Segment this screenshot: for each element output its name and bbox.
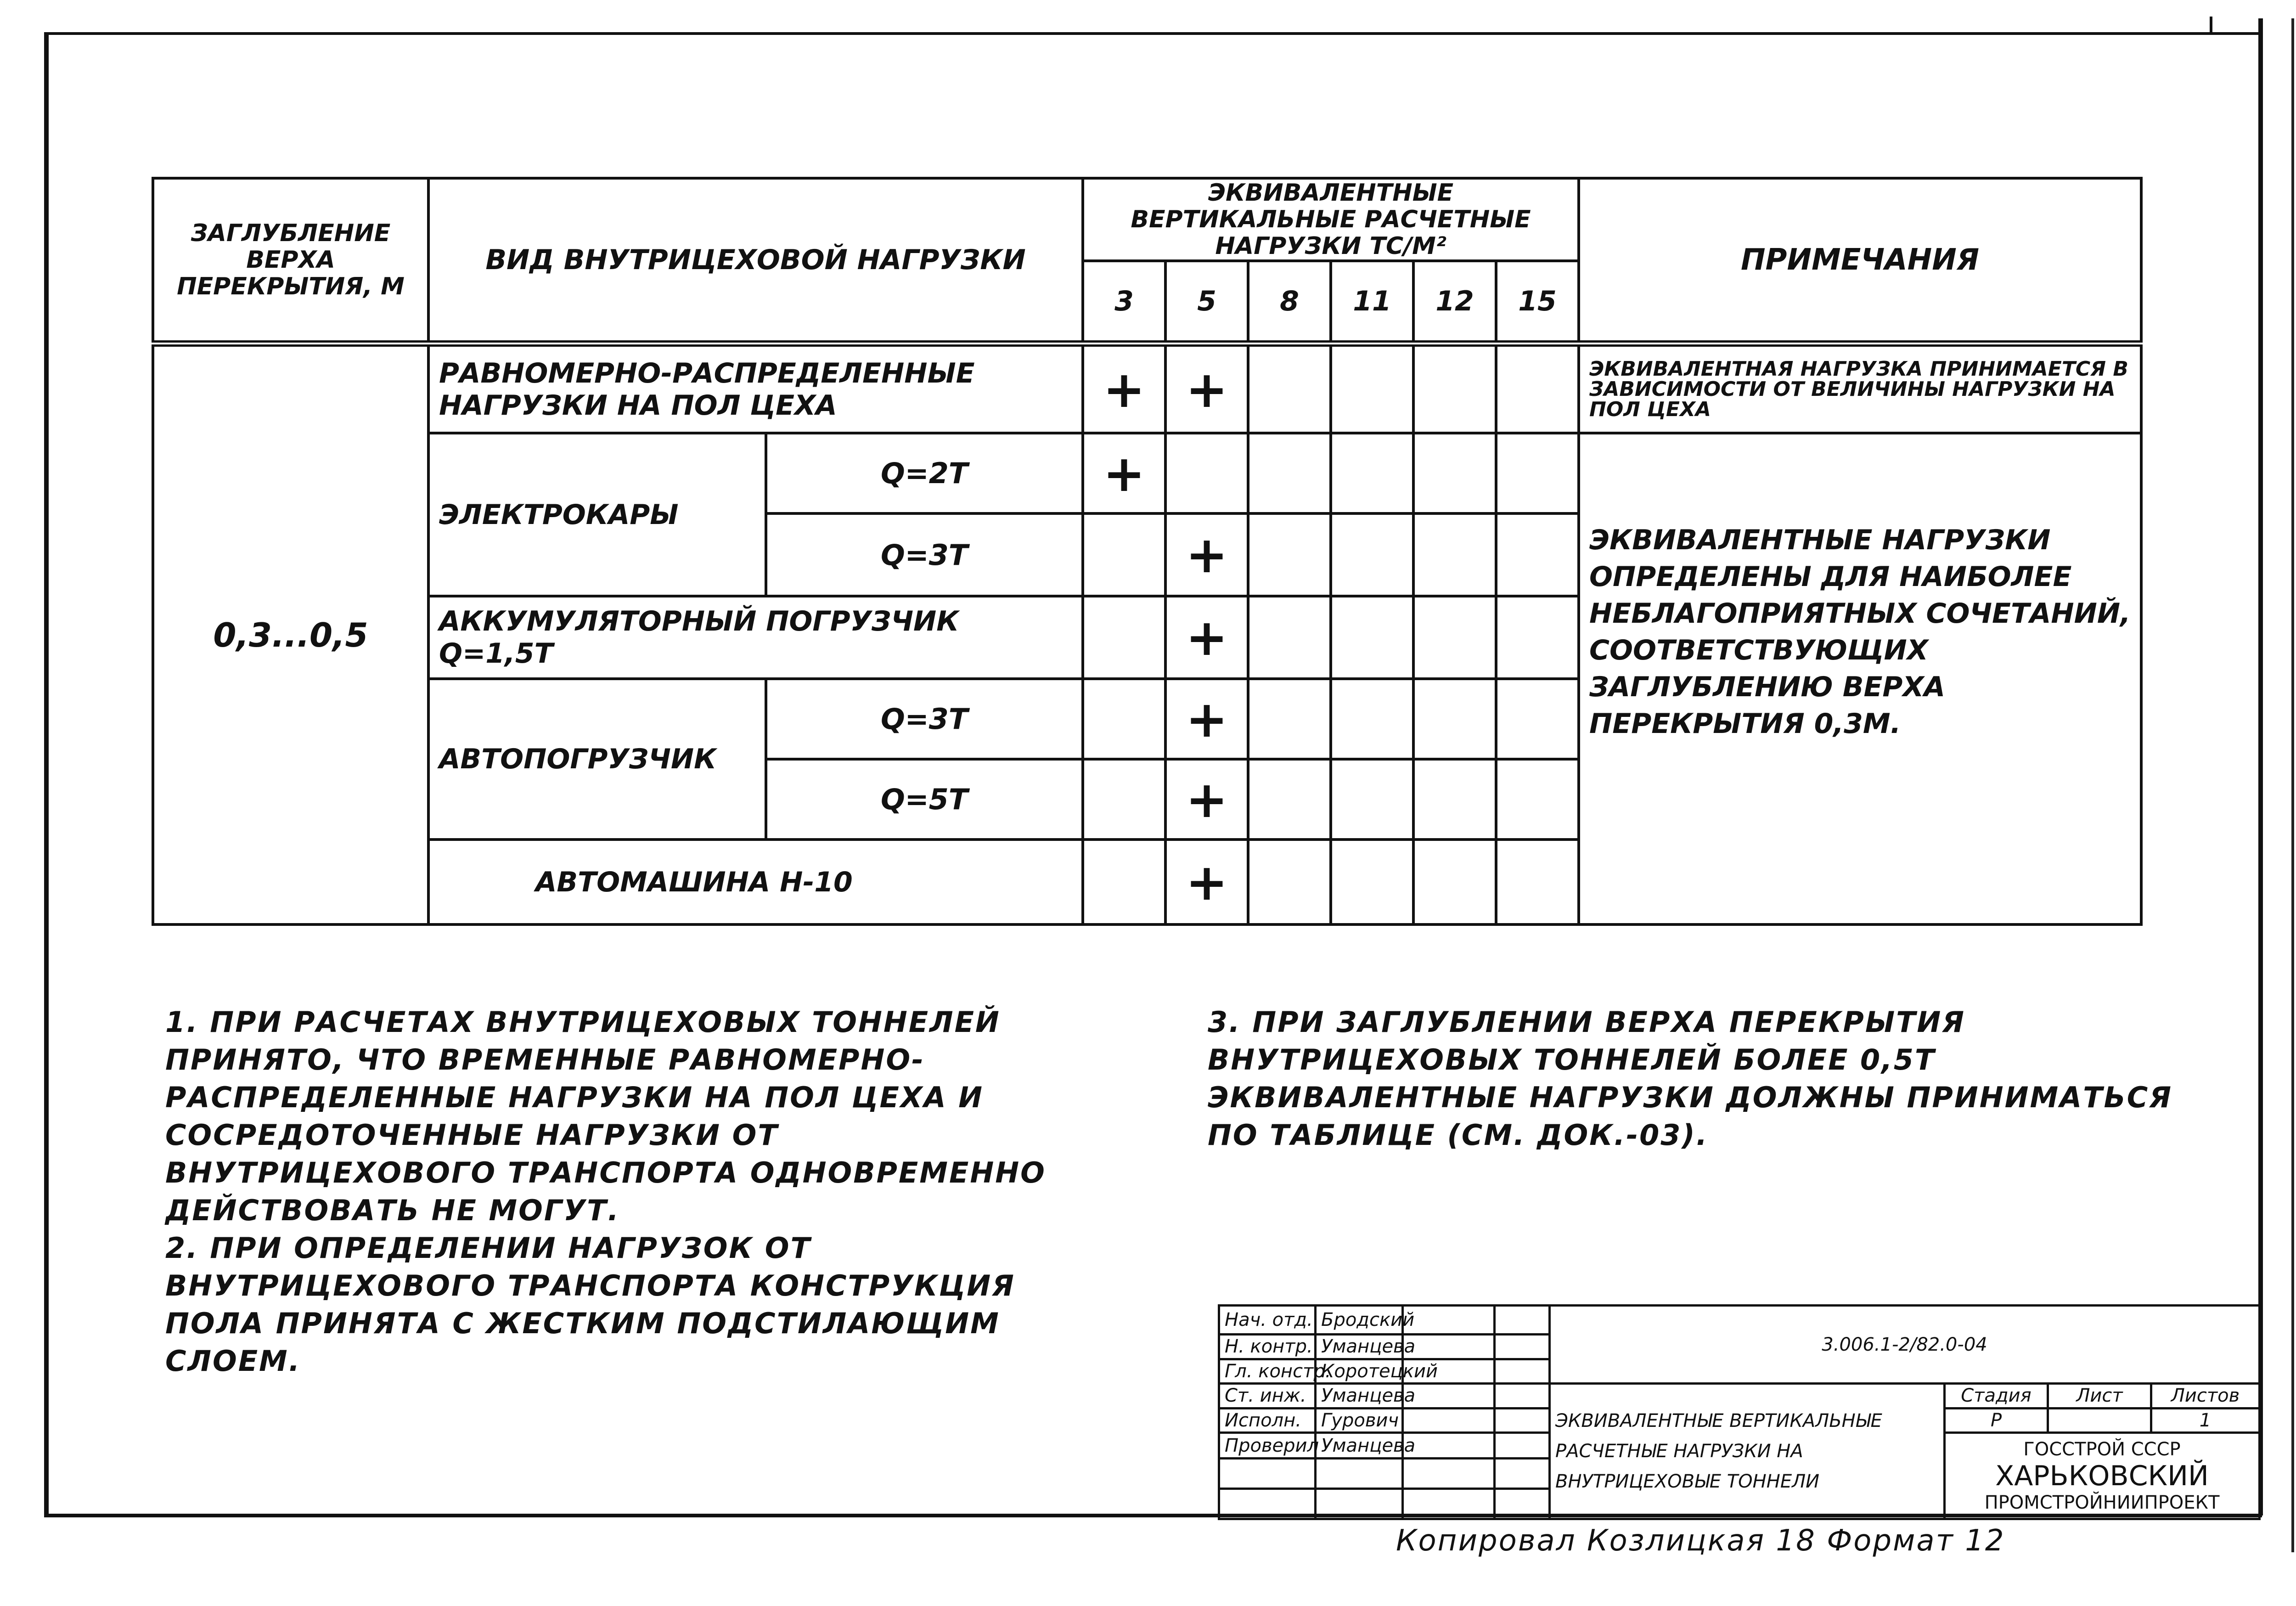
row-electrocar-label: ЭЛЕКТРОКАРЫ xyxy=(428,433,766,596)
sheet-label: Лист xyxy=(2048,1384,2151,1409)
sheets-value: 1 xyxy=(2151,1408,2260,1433)
stamp-role: Ст. инж. xyxy=(1219,1384,1316,1409)
sheet-edge xyxy=(2291,18,2294,1552)
stamp-signature xyxy=(1403,1306,1495,1335)
sheets-label: Листов xyxy=(2151,1384,2260,1409)
stamp-name: Бродский xyxy=(1316,1306,1403,1335)
org-line-1: ГОССТРОЙ СССР xyxy=(2023,1438,2181,1460)
row-autoloader-label: АВТОПОГРУЗЧИК xyxy=(428,679,766,840)
stage-label: Стадия xyxy=(1945,1384,2048,1409)
plus-mark: + xyxy=(1165,679,1248,759)
note-1: 1. ПРИ РАСЧЕТАХ ВНУТРИЦЕХОВЫХ ТОННЕЛЕЙ ПРИНЯТО, ЧТО ВРЕМЕННЫЕ РАВНОМЕРНО-РАСПРЕДЕЛЕННЫЕ НАГРУЗКИ НА ПОЛ ЦЕХА И СОСРЕДОТОЧЕННЫЕ НАГРУЗКИ ОТ ВНУТРИЦЕХОВОГО ТРАНСПОРТА ОДНОВРЕМЕННО ДЕЙСТВОВАТЬ НЕ МОГУТ. xyxy=(165,1005,1046,1227)
header-notes: ПРИМЕЧАНИЯ xyxy=(1579,178,2141,344)
stamp-role: Проверил xyxy=(1219,1433,1316,1459)
class-header: 8 xyxy=(1248,261,1331,344)
stamp-name: Уманцева xyxy=(1316,1433,1403,1459)
note-equivalent: ЭКВИВАЛЕНТНЫЕ НАГРУЗКИ ОПРЕДЕЛЕНЫ ДЛЯ НАИБОЛЕЕ НЕБЛАГОПРИЯТНЫХ СОЧЕТАНИЙ, СООТВЕТСТВУЮЩИХ ЗАГЛУБЛЕНИЮ ВЕРХА ПЕРЕКРЫТИЯ 0,3М. xyxy=(1579,433,2141,924)
row-accumulator-label: АККУМУЛЯТОРНЫЙ ПОГРУЗЧИК Q=1,5Т xyxy=(428,596,1083,679)
stamp-name: Уманцева xyxy=(1316,1384,1403,1409)
class-header: 3 xyxy=(1083,261,1165,344)
org-line-2: ХАРЬКОВСКИЙ xyxy=(1995,1459,2209,1492)
autoloader-q2: Q=5Т xyxy=(766,759,1083,840)
frame-tick xyxy=(2210,17,2212,35)
plus-mark: + xyxy=(1165,596,1248,679)
doc-title: ЭКВИВАЛЕНТНЫЕ ВЕРТИКАЛЬНЫЕ РАСЧЕТНЫЕ НАГРУЗКИ НА ВНУТРИЦЕХОВЫЕ ТОННЕЛИ xyxy=(1550,1384,1945,1519)
plus-mark: + xyxy=(1165,840,1248,924)
frame-top-border xyxy=(44,32,2262,35)
row-uniform-label: РАВНОМЕРНО-РАСПРЕДЕЛЕННЫЕ НАГРУЗКИ НА ПОЛ ЦЕХА xyxy=(428,344,1083,433)
plus-mark: + xyxy=(1083,433,1165,513)
loads-table xyxy=(152,177,2143,926)
footer-copy-line: Копировал Козлицкая 18 Формат 12 xyxy=(1396,1524,2005,1558)
frame-left-border xyxy=(44,32,49,1516)
row-truck-label: АВТОМАШИНА Н-10 xyxy=(428,840,1083,924)
stamp-name: Коротецкий xyxy=(1316,1359,1403,1384)
electrocar-q1: Q=2Т xyxy=(766,433,1083,513)
notes-right xyxy=(1208,1003,2195,1154)
class-header: 5 xyxy=(1165,261,1248,344)
class-header: 12 xyxy=(1413,261,1496,344)
plus-mark: + xyxy=(1083,344,1165,433)
electrocar-q2: Q=3Т xyxy=(766,513,1083,596)
class-header: 15 xyxy=(1496,261,1579,344)
stamp-name: Гурович xyxy=(1316,1408,1403,1433)
stamp-name: Уманцева xyxy=(1316,1334,1403,1359)
title-block xyxy=(1218,1304,2261,1520)
plus-mark: + xyxy=(1165,513,1248,596)
plus-mark: + xyxy=(1165,344,1248,433)
stamp-role: Гл. констр. xyxy=(1219,1359,1316,1384)
frame-right-border xyxy=(2258,18,2263,1516)
doc-number: 3.006.1-2/82.0-04 xyxy=(1550,1306,2260,1384)
stage-value: Р xyxy=(1945,1408,2048,1433)
header-equivalent: ЭКВИВАЛЕНТНЫЕ ВЕРТИКАЛЬНЫЕ РАСЧЕТНЫЕ НАГРУЗКИ ТС/М² xyxy=(1083,178,1579,261)
stamp-role: Исполн. xyxy=(1219,1408,1316,1433)
depth-value: 0,3...0,5 xyxy=(153,344,428,924)
header-load-type: ВИД ВНУТРИЦЕХОВОЙ НАГРУЗКИ xyxy=(428,178,1083,344)
note-2: 2. ПРИ ОПРЕДЕЛЕНИИ НАГРУЗОК ОТ ВНУТРИЦЕХОВОГО ТРАНСПОРТА КОНСТРУКЦИЯ ПОЛА ПРИНЯТА С ЖЕСТКИМ ПОДСТИЛАЮЩИМ СЛОЕМ. xyxy=(165,1231,1015,1378)
header-depth: ЗАГЛУБЛЕНИЕ ВЕРХА ПЕРЕКРЫТИЯ, М xyxy=(153,178,428,344)
org-line-3: ПРОМСТРОЙНИИПРОЕКТ xyxy=(1984,1492,2220,1513)
notes-left xyxy=(165,1003,1065,1380)
autoloader-q1: Q=3Т xyxy=(766,679,1083,759)
stamp-signature xyxy=(1403,1408,1495,1433)
plus-mark: + xyxy=(1165,759,1248,840)
stamp-signature xyxy=(1403,1334,1495,1359)
class-header: 11 xyxy=(1331,261,1413,344)
organization xyxy=(1945,1433,2260,1519)
stamp-role: Н. контр. xyxy=(1219,1334,1316,1359)
note-3: 3. ПРИ ЗАГЛУБЛЕНИИ ВЕРХА ПЕРЕКРЫТИЯ ВНУТРИЦЕХОВЫХ ТОННЕЛЕЙ БОЛЕЕ 0,5Т ЭКВИВАЛЕНТНЫЕ НАГРУЗКИ ДОЛЖНЫ ПРИНИМАТЬСЯ ПО ТАБЛИЦЕ (СМ. ДОК.-03). xyxy=(1208,1005,2172,1152)
stamp-role: Нач. отд. xyxy=(1219,1306,1316,1335)
note-uniform: ЭКВИВАЛЕНТНАЯ НАГРУЗКА ПРИНИМАЕТСЯ В ЗАВИСИМОСТИ ОТ ВЕЛИЧИНЫ НАГРУЗКИ НА ПОЛ ЦЕХА xyxy=(1579,344,2141,433)
stamp-signature xyxy=(1403,1384,1495,1409)
stamp-signature xyxy=(1403,1433,1495,1459)
